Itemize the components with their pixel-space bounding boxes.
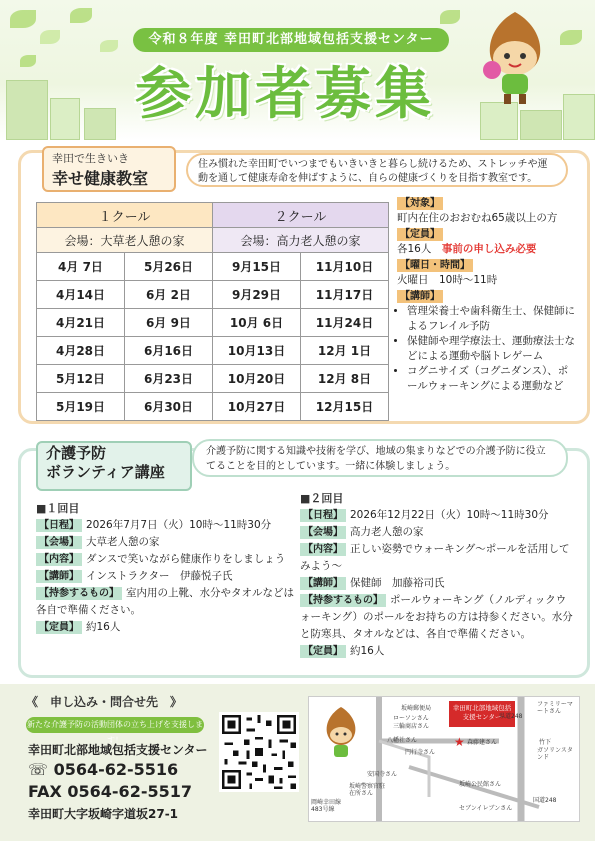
date-cell: 9月29日 <box>213 281 301 309</box>
date-cell: 10月20日 <box>213 365 301 393</box>
health-class-title: 幸せ健康教室 <box>52 169 149 188</box>
date-value: 2026年12月22日（火）10時〜11時30分 <box>350 509 549 521</box>
date-cell: 11月10日 <box>301 253 389 281</box>
leaf-decoration <box>560 30 582 45</box>
date-cell: 12月 1日 <box>301 337 389 365</box>
building-decoration <box>6 80 48 140</box>
list-item: • コグニサイズ（コグニダンス）、ポールウォーキングによる運動など <box>407 364 577 394</box>
address: 幸田町大字坂崎字道坂27-1 <box>28 807 179 821</box>
date-cell: 11月24日 <box>301 309 389 337</box>
title-line: 介護予防 <box>46 444 107 462</box>
qr-code-icon[interactable] <box>219 712 299 792</box>
capacity-value: 約16人 <box>86 621 121 633</box>
map-mascot-icon <box>319 705 363 765</box>
lecturer-label: 【講師】 <box>300 577 346 590</box>
bring-label: 【持参するもの】 <box>36 587 122 600</box>
date-cell: 5月26日 <box>125 253 213 281</box>
venue-label: 【会場】 <box>36 536 82 549</box>
map-label: セブンイレブンさん <box>459 805 513 812</box>
bring-value: 室内用の上靴、水分やタオルなどは各自で準備ください。 <box>36 587 294 616</box>
table-row <box>37 281 389 309</box>
support-note: 新たな介護予防の活動団体の立ち上げを支援します！ <box>26 717 204 733</box>
map-label: 国道248 <box>533 797 557 804</box>
instructor-label: 【講師】 <box>397 290 443 303</box>
course1-header: １クール <box>37 203 213 228</box>
map-label: ファミリーマートさん <box>537 701 573 715</box>
date-cell: 6月16日 <box>125 337 213 365</box>
leaf-decoration <box>10 10 36 28</box>
leaf-decoration <box>20 55 36 67</box>
capacity-label: 【定員】 <box>300 645 346 658</box>
building-decoration <box>50 98 80 140</box>
map-label: ローソンさん <box>393 715 429 722</box>
leaf-decoration <box>100 40 118 52</box>
map-label: 岡崎幸田線483号線 <box>311 799 342 813</box>
date-cell: 6月23日 <box>125 365 213 393</box>
map-label: ガソリンスタンド <box>537 747 573 761</box>
table-row <box>37 337 389 365</box>
health-class-subtitle: 幸田で生きいき <box>52 152 129 165</box>
date-cell: 4月 7日 <box>37 253 125 281</box>
date-cell: 10月13日 <box>213 337 301 365</box>
session2-details <box>300 490 574 660</box>
date-cell: 4月21日 <box>37 309 125 337</box>
venue-value: 大草老人憩の家 <box>86 536 160 548</box>
date-cell: 5月12日 <box>37 365 125 393</box>
map-label: 三輪商店さん <box>393 723 430 730</box>
title-line: ボランティア講座 <box>46 463 165 481</box>
map-label: 円行寺さん <box>405 749 436 756</box>
chestnut-mascot-icon <box>470 8 560 108</box>
capacity-note: 事前の申し込み必要 <box>441 243 537 255</box>
content-value: 正しい姿勢でウォーキング〜ポールを活用してみよう〜 <box>300 543 570 572</box>
apply-title: 《 申し込み・問合せ先 》 <box>26 695 183 709</box>
date-cell: 6月 9日 <box>125 309 213 337</box>
target-value: 町内在住のおおむね65歳以上の方 <box>397 212 558 224</box>
building-decoration <box>520 110 562 140</box>
center-name: 幸田町北部地域包括支援センター <box>28 743 208 757</box>
health-class-description: 住み慣れた幸田町でいつまでもいきいきと暮らし続けるため、ストレッチや運動を通して健康寿命を伸ばすように、自らの健康づくりを目指す教室です。 <box>186 153 568 187</box>
date-cell: 12月15日 <box>301 393 389 421</box>
leaf-decoration <box>440 10 460 24</box>
leaf-decoration <box>40 30 60 44</box>
schedule-table <box>36 202 389 421</box>
map-label: 八幡社さん <box>387 737 418 744</box>
venue1-cell: 会場：大草老人憩の家 <box>37 228 213 253</box>
content-label: 【内容】 <box>36 553 82 566</box>
bring-label: 【持参するもの】 <box>300 594 386 607</box>
volunteer-course-title <box>46 444 165 482</box>
date-cell: 11月17日 <box>301 281 389 309</box>
capacity-label: 【定員】 <box>36 621 82 634</box>
location-pin-icon: ★ <box>454 735 465 749</box>
date-cell: 5月19日 <box>37 393 125 421</box>
table-row <box>37 253 389 281</box>
date-cell: 10月27日 <box>213 393 301 421</box>
lecturer-value: インストラクター 伊藤悦子氏 <box>86 570 233 582</box>
phone-icon: ☏ <box>28 760 54 779</box>
session-heading: ■２回目 <box>300 492 344 505</box>
target-label: 【対象】 <box>397 197 443 210</box>
access-map[interactable] <box>308 696 580 822</box>
bring-value: ポールウォーキング（ノルディックウォーキング）のポールをお持ちの方は持参ください。水分と防寒具、タオルなどは、各自で準備ください。 <box>300 594 573 640</box>
capacity-value: 約16人 <box>350 645 385 657</box>
page-title: 参加者募集 <box>135 62 435 127</box>
date-cell: 9月15日 <box>213 253 301 281</box>
time-value: 火曜日 10時〜11時 <box>397 274 498 286</box>
capacity-label: 【定員】 <box>397 228 443 241</box>
date-cell: 6月30日 <box>125 393 213 421</box>
organization-banner: 令和８年度 幸田町北部地域包括支援センター <box>133 28 449 52</box>
date-cell: 4月28日 <box>37 337 125 365</box>
date-cell: 12月 8日 <box>301 365 389 393</box>
venue-label: 【会場】 <box>300 526 346 539</box>
date-cell: 10月 6日 <box>213 309 301 337</box>
content-label: 【内容】 <box>300 543 346 556</box>
building-decoration <box>563 94 595 140</box>
volunteer-course-description: 介護予防に関する知識や技術を学び、地域の集まりなどでの介護予防に役立てることを目的としています。一緒に体験しましょう。 <box>192 439 568 477</box>
leaf-decoration <box>70 8 92 23</box>
venue2-cell: 会場：高力老人憩の家 <box>213 228 389 253</box>
table-row <box>37 393 389 421</box>
map-label: 坂崎郵便局 <box>401 705 432 712</box>
venue-value: 高力老人憩の家 <box>350 526 424 538</box>
table-row <box>37 365 389 393</box>
date-label: 【日程】 <box>300 509 346 522</box>
date-value: 2026年7月7日（火）10時〜11時30分 <box>86 519 272 531</box>
phone-value: 0564-62-5516 <box>53 760 179 779</box>
instructor-list <box>397 304 577 394</box>
content-value: ダンスで笑いながら健康作りをしましょう <box>86 553 286 565</box>
fax-number: FAX 0564-62-5517 <box>28 782 192 801</box>
list-item: • 保健師や理学療法士、運動療法士などによる運動や脳トレゲーム <box>407 334 577 364</box>
date-cell: 6月 2日 <box>125 281 213 309</box>
time-label: 【曜日・時間】 <box>397 259 473 272</box>
phone-number[interactable] <box>28 760 178 779</box>
map-label: 森藤建さん <box>467 739 498 746</box>
map-label: 安国寺さん <box>367 771 398 778</box>
lecturer-label: 【講師】 <box>36 570 82 583</box>
class-info <box>397 195 577 394</box>
map-label: 坂崎公民館さん <box>459 781 502 788</box>
session-heading: ■１回目 <box>36 502 80 515</box>
building-decoration <box>84 108 116 140</box>
session1-details <box>36 500 294 636</box>
map-label: 坂崎警察官駐在所さん <box>349 783 386 797</box>
map-label: 竹下 <box>539 739 552 746</box>
date-cell: 4月14日 <box>37 281 125 309</box>
capacity-value: 各16人 <box>397 243 432 255</box>
map-center-label: 幸田町北部地域包括支援センター <box>449 701 515 727</box>
list-item: • 管理栄養士や歯科衛生士、保健師によるフレイル予防 <box>407 304 577 334</box>
lecturer-value: 保健師 加藤裕司氏 <box>350 577 445 589</box>
table-row <box>37 309 389 337</box>
date-label: 【日程】 <box>36 519 82 532</box>
course2-header: ２クール <box>213 203 389 228</box>
map-label: 県道248 <box>499 713 523 720</box>
